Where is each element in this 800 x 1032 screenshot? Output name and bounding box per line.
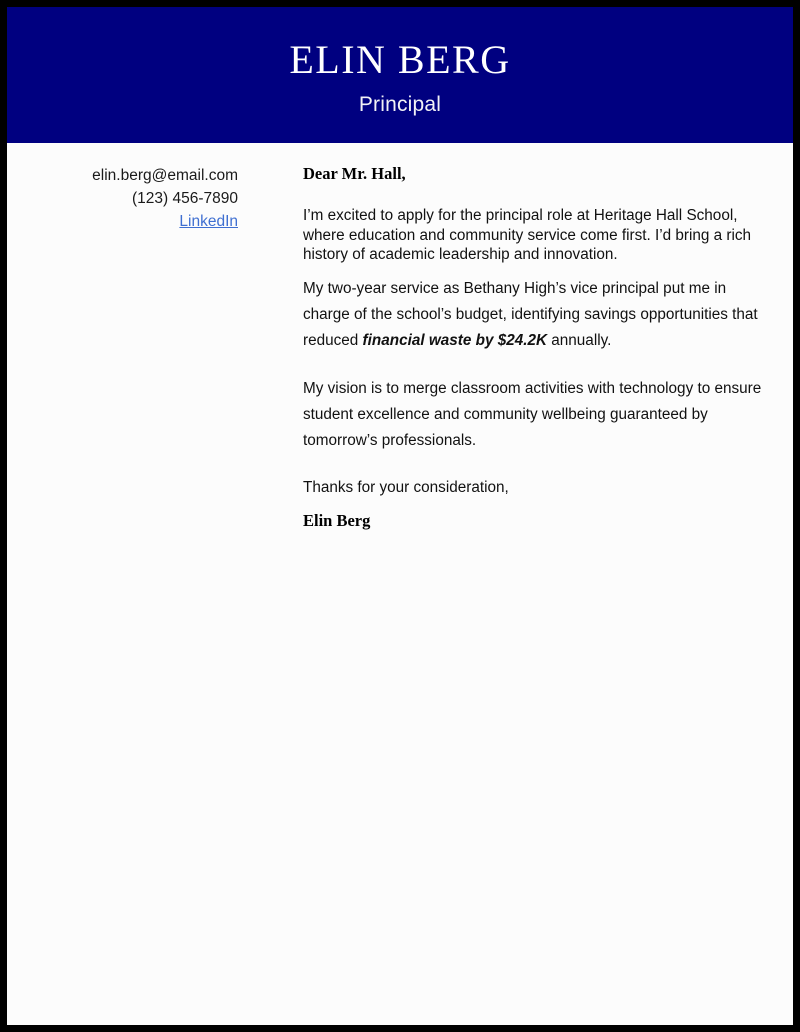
letterhead-banner — [7, 7, 793, 143]
paragraph-2-text-before: My two-year service as Bethany High’s vice principal put me in charge of the school’s budget, identifying savings opportunities that reduced — [303, 279, 758, 349]
contact-info-block — [7, 164, 238, 233]
salutation: Dear Mr. Hall, — [303, 164, 406, 183]
paragraph-2-text-after: annually. — [547, 331, 612, 349]
signature-name: Elin Berg — [303, 510, 371, 530]
closing-line: Thanks for your consideration, — [303, 478, 509, 496]
letter-content — [238, 164, 793, 532]
body-paragraph-3: My vision is to merge classroom activities with technology to ensure student excellence and community wellbeing guaranteed by tomorrow’s professionals. — [303, 379, 762, 449]
job-title-subtitle: Principal — [358, 92, 442, 116]
body-paragraph-2 — [303, 276, 771, 354]
contact-email: elin.berg@email.com — [92, 167, 238, 184]
paragraph-spacer — [303, 362, 771, 376]
linkedin-link[interactable]: LinkedIn — [179, 213, 238, 230]
paragraph-2-emphasis: financial waste by $24.2K — [362, 331, 548, 349]
document-page — [7, 7, 793, 1025]
document-body — [7, 143, 793, 532]
closing-spacer — [303, 461, 771, 475]
page-title: ELIN BERG — [289, 36, 511, 82]
contact-phone: (123) 456-7890 — [132, 190, 238, 207]
body-paragraph-1: I’m excited to apply for the principal role at Heritage Hall School, where education and community service come first. I’d bring a rich history of academic leadership and innovation. — [303, 207, 752, 263]
